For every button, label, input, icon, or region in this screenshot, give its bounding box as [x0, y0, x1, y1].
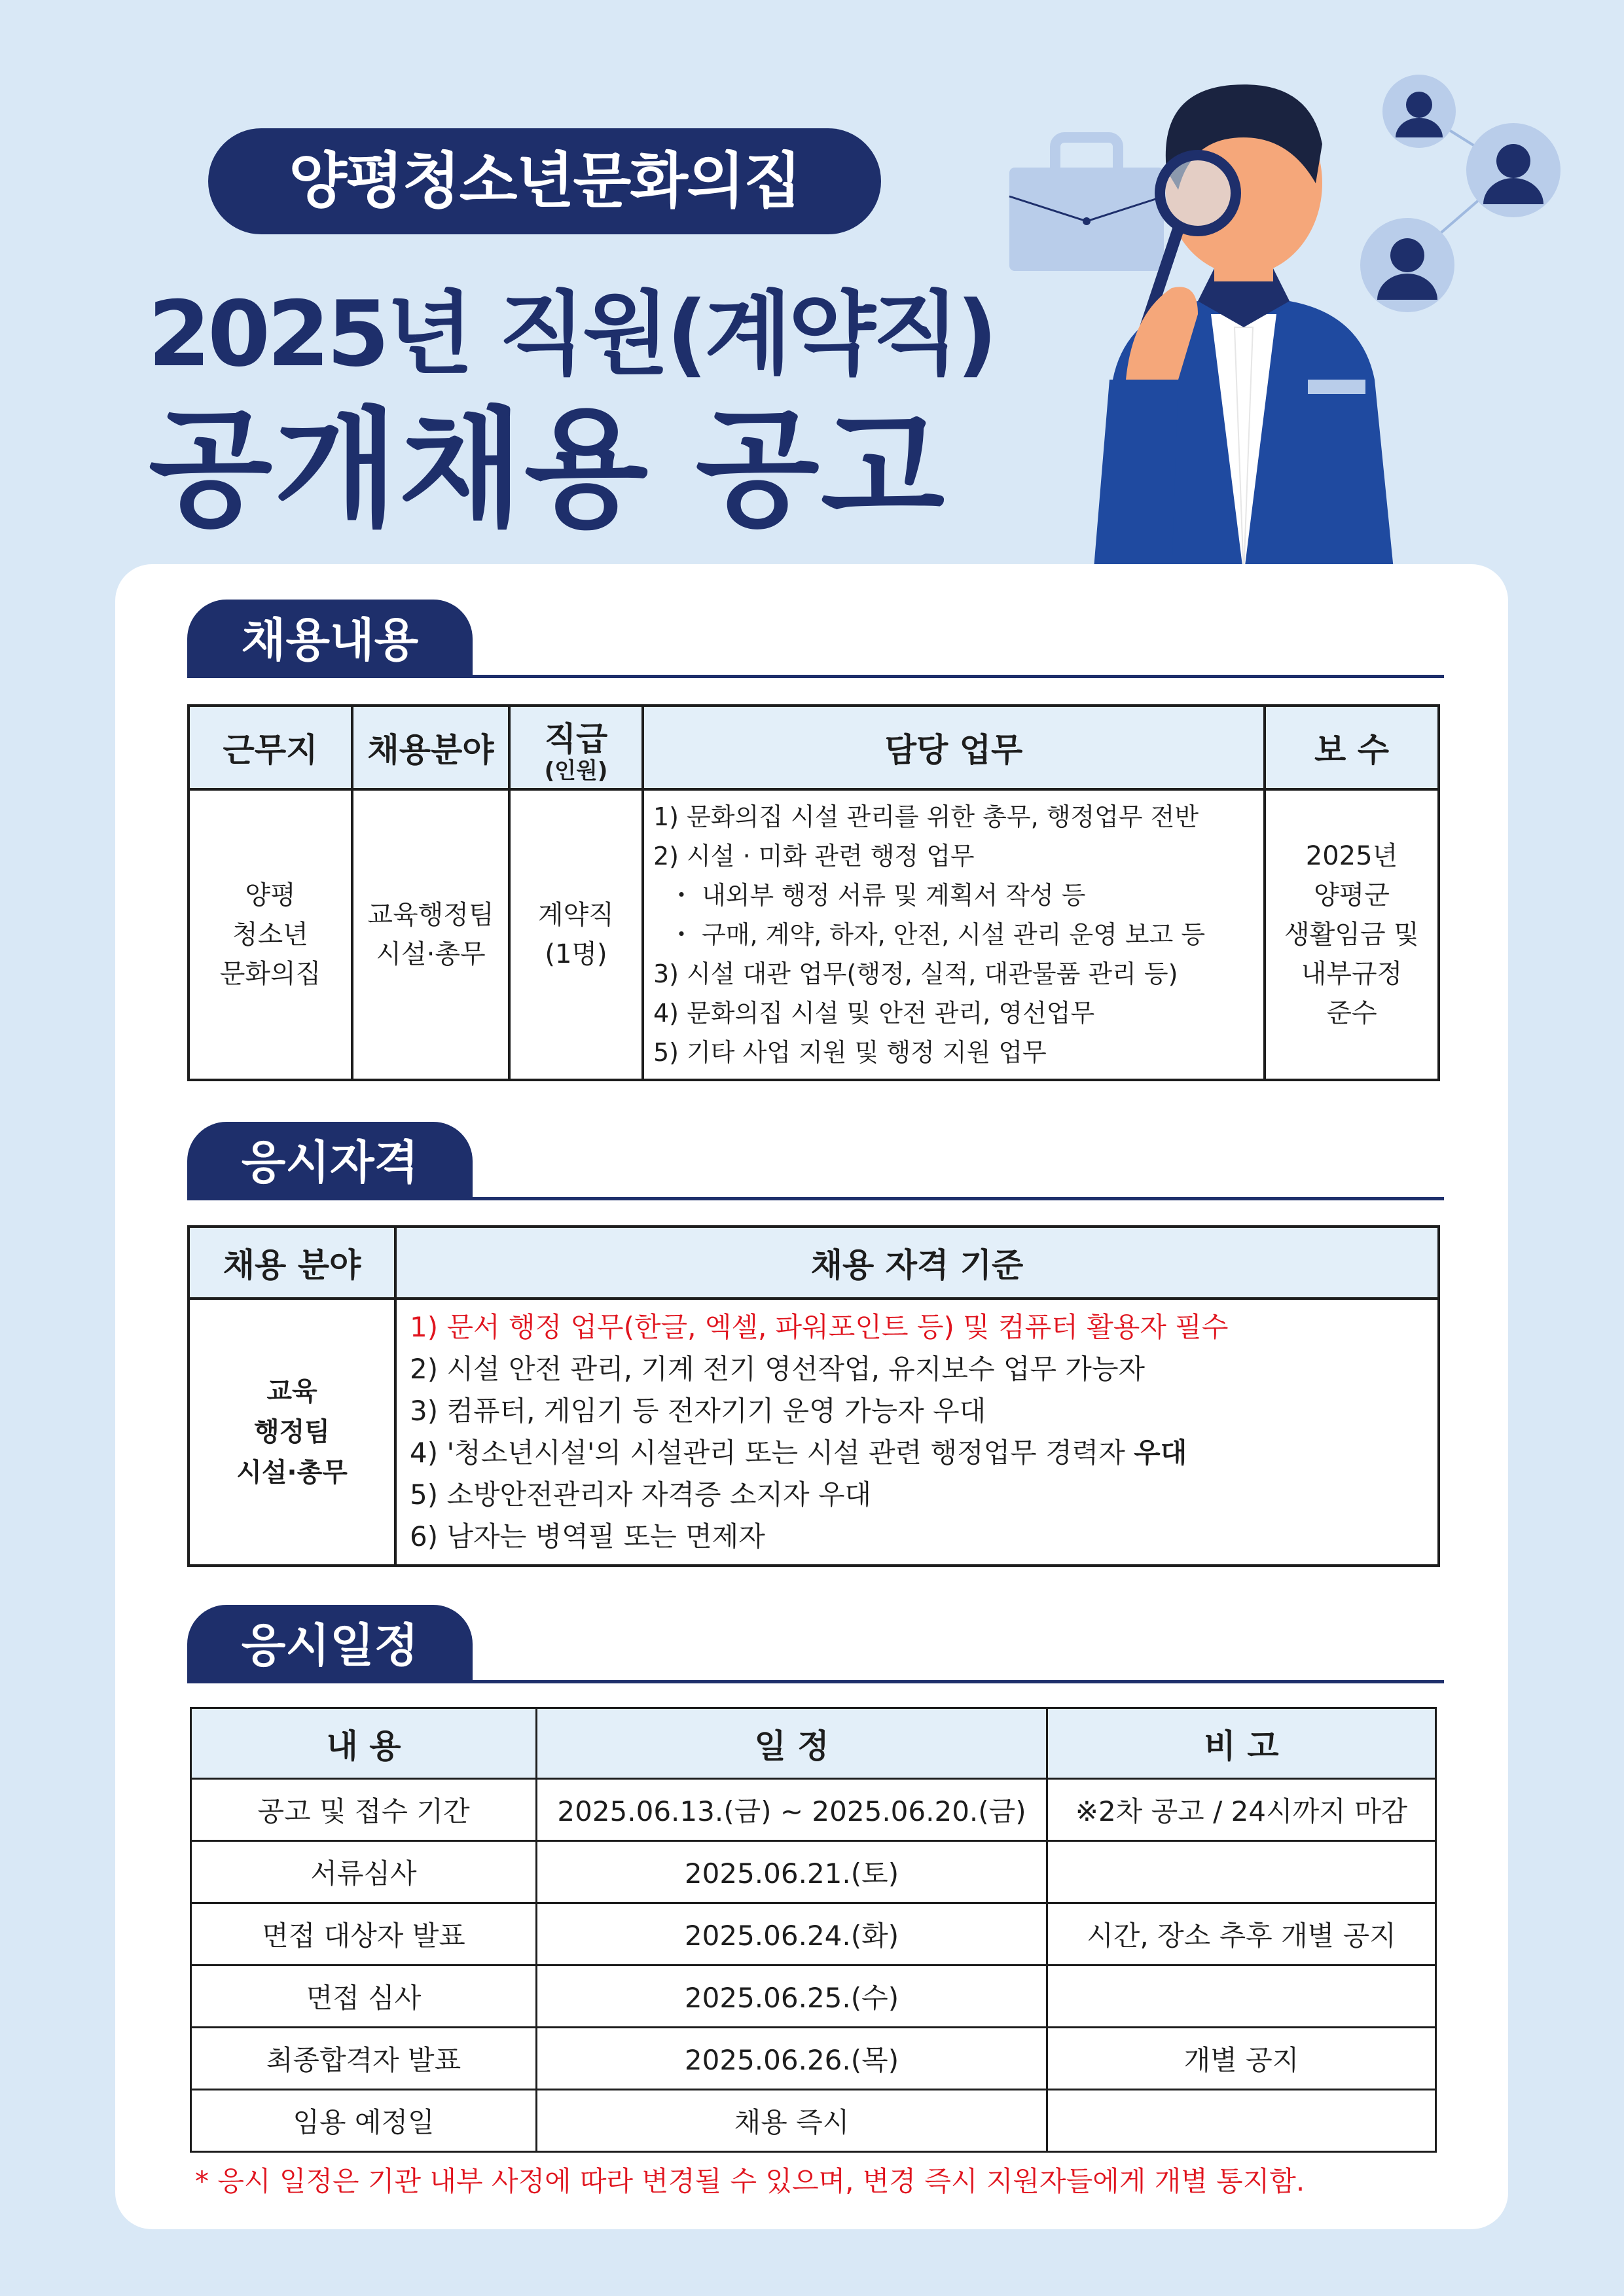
- duty-item: 1) 문화의집 시설 관리를 위한 총무, 행정업무 전반: [653, 802, 1199, 831]
- criteria-item: [410, 1432, 1424, 1474]
- recruitment-table: [187, 704, 1440, 1081]
- cell-date: 채용 즉시: [537, 2090, 1047, 2152]
- place-line: 양평: [245, 880, 296, 910]
- cell-date: 2025.06.13.(금) ~ 2025.06.20.(금): [537, 1779, 1047, 1841]
- cell-date: 2025.06.24.(화): [537, 1903, 1047, 1965]
- section-header-schedule: [187, 1605, 1444, 1683]
- cell-content: 공고 및 접수 기간: [191, 1779, 537, 1841]
- cell-content: 임용 예정일: [191, 2090, 537, 2152]
- header-rank-sub: (인원): [544, 758, 608, 784]
- criteria-item: 3) 컴퓨터, 게임기 등 전자기기 운영 가능자 우대: [410, 1395, 986, 1427]
- criteria-text: 4) '청소년시설'의 시설관리 또는 시설 관련 행정업무 경력자: [410, 1437, 1134, 1469]
- pay-line: 준수: [1326, 998, 1377, 1028]
- section-tab-recruitment: 채용내용: [187, 600, 473, 678]
- duty-item: 3) 시설 대관 업무(행정, 실적, 대관물품 관리 등): [653, 960, 1178, 988]
- duty-item: 4) 문화의집 시설 및 안전 관리, 영선업무: [653, 999, 1095, 1028]
- table-row: [189, 789, 1439, 1080]
- header-content: 내 용: [191, 1708, 537, 1779]
- section-header-recruitment: [187, 600, 1444, 678]
- page-title-line2: 공개채용 공고: [148, 395, 947, 545]
- org-name-badge: 양평청소년문화의집: [208, 128, 881, 234]
- place-line: 청소년: [232, 920, 308, 950]
- cell-note: [1047, 2090, 1436, 2152]
- cell-content: 면접 심사: [191, 1965, 537, 2028]
- criteria-emphasis: 우대: [1134, 1437, 1187, 1469]
- header-field: 채용분야: [352, 706, 509, 789]
- recruiter-illustration: [982, 39, 1591, 576]
- table-row: [191, 2090, 1436, 2152]
- header-duties: 담당 업무: [643, 706, 1265, 789]
- pay-line: 양평군: [1314, 880, 1390, 910]
- header-rank: [509, 706, 643, 789]
- header-date: 일 정: [537, 1708, 1047, 1779]
- header-field: 채용 분야: [189, 1227, 395, 1299]
- rank-line: 계약직: [538, 900, 614, 930]
- schedule-footnote: * 응시 일정은 기관 내부 사정에 따라 변경될 수 있으며, 변경 즉시 지원자들에게 개별 통지함.: [195, 2165, 1305, 2197]
- cell-duties: [643, 789, 1265, 1080]
- cell-note: [1047, 1965, 1436, 2028]
- field-line: 교육: [266, 1376, 317, 1407]
- table-row: [191, 1965, 1436, 2028]
- cell-note: 시간, 장소 추후 개별 공지: [1047, 1903, 1436, 1965]
- table-row: [191, 2028, 1436, 2090]
- schedule-table: [190, 1707, 1437, 2153]
- pay-line: 생활임금 및: [1284, 920, 1419, 950]
- table-row: [191, 1903, 1436, 1965]
- cell-field: [352, 789, 509, 1080]
- duty-item: ・ 구매, 계약, 하자, 안전, 시설 관리 운영 보고 등: [669, 920, 1206, 949]
- cell-date: 2025.06.26.(목): [537, 2028, 1047, 2090]
- table-row: [191, 1779, 1436, 1841]
- section-divider: [187, 1680, 1444, 1683]
- cell-field: [189, 1299, 395, 1566]
- section-tab-qualifications: 응시자격: [187, 1122, 473, 1200]
- duty-item: 5) 기타 사업 지원 및 행정 지원 업무: [653, 1038, 1047, 1067]
- man-figure: [1093, 84, 1394, 576]
- section-divider: [187, 675, 1444, 678]
- criteria-item: 6) 남자는 병역필 또는 면제자: [410, 1520, 765, 1552]
- header-criteria: 채용 자격 기준: [395, 1227, 1439, 1299]
- cell-date: 2025.06.21.(토): [537, 1841, 1047, 1903]
- field-line: 행정팀: [254, 1417, 330, 1447]
- section-header-qualifications: [187, 1122, 1444, 1200]
- cell-place: [189, 789, 352, 1080]
- content-card: [115, 564, 1508, 2229]
- field-line: 교육행정팀: [367, 900, 494, 930]
- criteria-item: 2) 시설 안전 관리, 기계 전기 영선작업, 유지보수 업무 가능자: [410, 1353, 1146, 1385]
- rank-line: (1명): [545, 939, 607, 969]
- section-divider: [187, 1197, 1444, 1200]
- user-network-icon: [1360, 75, 1561, 312]
- field-line: 시설·총무: [236, 1458, 348, 1488]
- qualifications-table: [187, 1225, 1440, 1567]
- criteria-item: 5) 소방안전관리자 자격증 소지자 우대: [410, 1479, 872, 1511]
- header-note: 비 고: [1047, 1708, 1436, 1779]
- header-rank-label: 직급: [544, 720, 608, 758]
- cell-criteria: [395, 1299, 1439, 1566]
- pay-line: 내부규정: [1301, 959, 1403, 989]
- header-pay: 보 수: [1265, 706, 1439, 789]
- field-line: 시설·총무: [376, 939, 486, 969]
- cell-note: 개별 공지: [1047, 2028, 1436, 2090]
- cell-content: 면접 대상자 발표: [191, 1903, 537, 1965]
- page-title-line1: 2025년 직원(계약직): [148, 281, 995, 387]
- pay-line: 2025년: [1305, 841, 1398, 871]
- duty-item: ・ 내외부 행정 서류 및 계획서 작성 등: [669, 881, 1086, 910]
- cell-date: 2025.06.25.(수): [537, 1965, 1047, 2028]
- table-row: [191, 1841, 1436, 1903]
- section-tab-schedule: 응시일정: [187, 1605, 473, 1683]
- duty-item: 2) 시설 · 미화 관련 행정 업무: [653, 842, 975, 870]
- cell-note: ※2차 공고 / 24시까지 마감: [1047, 1779, 1436, 1841]
- briefcase-icon: [1009, 137, 1164, 271]
- header-place: 근무지: [189, 706, 352, 789]
- place-line: 문화의집: [219, 959, 321, 989]
- criteria-item: 1) 문서 행정 업무(한글, 엑셀, 파워포인트 등) 및 컴퓨터 활용자 필수: [410, 1311, 1229, 1343]
- cell-content: 최종합격자 발표: [191, 2028, 537, 2090]
- cell-note: [1047, 1841, 1436, 1903]
- cell-content: 서류심사: [191, 1841, 537, 1903]
- cell-rank: [509, 789, 643, 1080]
- cell-pay: [1265, 789, 1439, 1080]
- table-row: [189, 1299, 1439, 1566]
